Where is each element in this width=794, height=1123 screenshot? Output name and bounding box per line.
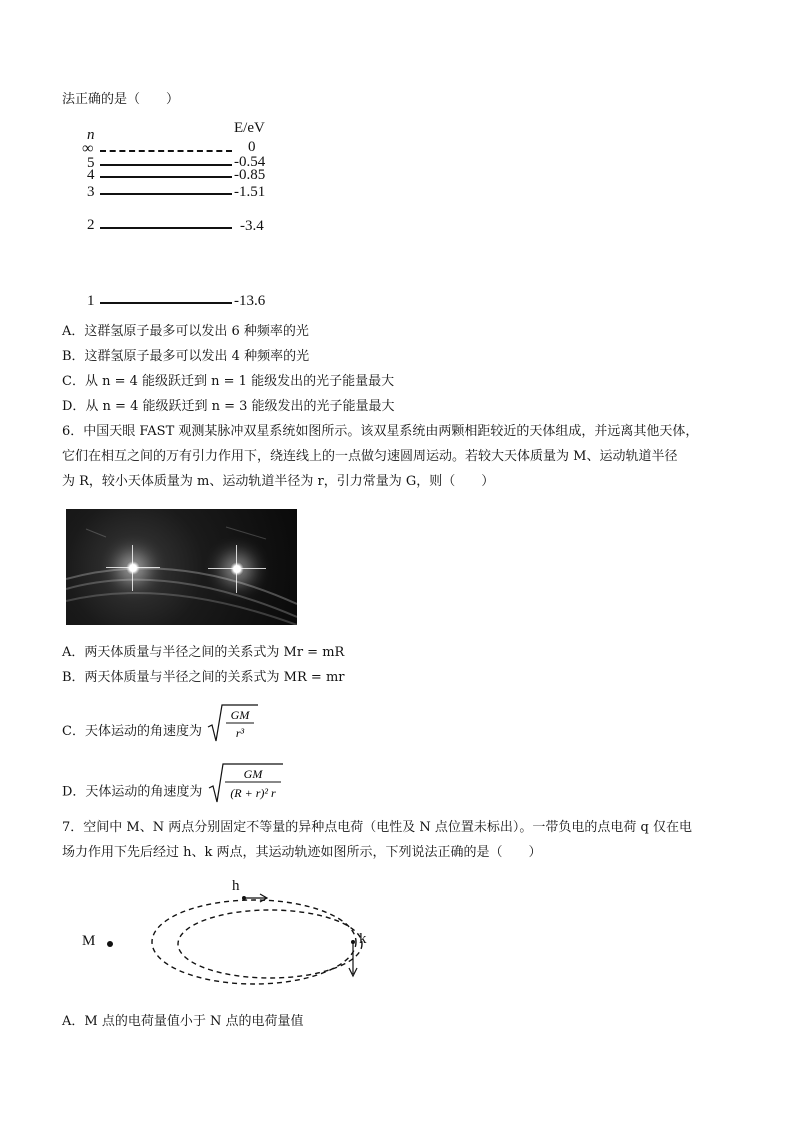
- sqrt-icon: [206, 703, 258, 743]
- q7-stem-line2: 场力作用下先后经过 h、k 两点，其运动轨迹如图所示，下列说法正确的是（ ）: [62, 845, 542, 860]
- q6-option-c-den: r³: [235, 726, 245, 740]
- level-line-3: [100, 193, 232, 195]
- q5-stem-tail: 法正确的是（ ）: [62, 92, 180, 107]
- q6-stem-line1: 6．中国天眼 FAST 观测某脉冲双星系统如图所示。该双星系统由两颗相距较近的天体组成，并远离其他天体，: [62, 424, 699, 439]
- q6-option-c-prefix: C．天体运动的角速度为: [62, 724, 202, 739]
- sqrt-icon: [207, 762, 283, 804]
- point-k-label: k: [359, 931, 367, 947]
- level-n-2: 2: [87, 217, 95, 233]
- q5-option-d: D．从 n = 4 能级跃迁到 n = 3 能级发出的光子能量最大: [62, 399, 395, 414]
- level-n-5: 5: [87, 155, 95, 171]
- trajectory-diagram: [70, 870, 390, 1000]
- q6-option-b: B．两天体质量与半径之间的关系式为 MR = mr: [62, 670, 345, 685]
- q7-stem-line1: 7．空间中 M、N 两点分别固定不等量的异种点电荷（电性及 N 点位置未标出）。一带负电的点电荷 q 仅在电: [62, 820, 692, 835]
- q5-option-c: C．从 n = 4 能级跃迁到 n = 1 能级发出的光子能量最大: [62, 374, 395, 389]
- q5-option-b: B．这群氢原子最多可以发出 4 种频率的光: [62, 349, 310, 364]
- level-e-2: -3.4: [240, 218, 264, 234]
- level-line-inf: [100, 150, 232, 152]
- star-left-ray-h: [106, 567, 160, 568]
- n-axis-header: n: [87, 127, 95, 143]
- star-right-ray-v: [236, 545, 237, 593]
- level-n-4: 4: [87, 167, 95, 183]
- star-streaks: [66, 509, 297, 625]
- point-h-label: h: [232, 878, 240, 894]
- point-m-label: M: [82, 933, 96, 949]
- level-e-1: -13.6: [234, 293, 266, 309]
- level-e-3: -1.51: [234, 184, 266, 200]
- q6-option-d-prefix: D．天体运动的角速度为: [62, 784, 203, 800]
- q5-option-a: A．这群氢原子最多可以发出 6 种频率的光: [62, 324, 309, 339]
- level-line-1: [100, 302, 232, 304]
- sqrt-symbol: [206, 703, 258, 760]
- q6-option-c: [62, 703, 258, 760]
- star-left: [126, 561, 140, 575]
- level-line-5: [100, 164, 232, 166]
- e-axis-header: E/eV: [234, 120, 265, 136]
- level-e-5: -0.54: [234, 154, 266, 170]
- sqrt-symbol: [207, 762, 283, 822]
- level-line-4: [100, 176, 232, 178]
- level-n-inf: ∞: [82, 140, 94, 157]
- q6-option-a: A．两天体质量与半径之间的关系式为 Mr = mR: [62, 645, 345, 660]
- q6-option-c-num: GM: [230, 708, 250, 722]
- binary-star-photo: [66, 509, 297, 625]
- q6-option-d: [62, 762, 283, 822]
- star-left-ray-v: [132, 545, 133, 591]
- q6-option-d-den: (R + r)² r: [229, 786, 276, 800]
- level-n-1: 1: [87, 293, 95, 309]
- trajectory-svg: [70, 870, 390, 1000]
- star-right: [230, 562, 244, 576]
- q6-stem-line3: 为 R，较小天体质量为 m、运动轨道半径为 r，引力常量为 G，则（ ）: [62, 474, 495, 489]
- star-right-ray-h: [208, 568, 266, 569]
- q6-option-d-num: GM: [243, 767, 262, 781]
- level-e-inf: 0: [248, 139, 256, 155]
- level-n-3: 3: [87, 184, 95, 200]
- q7-option-a: A．M 点的电荷量值小于 N 点的电荷量值: [62, 1014, 304, 1029]
- q6-stem-line2: 它们在相互之间的万有引力作用下，绕连线上的一点做匀速圆周运动。若较大天体质量为 M、运动轨道半径: [62, 449, 678, 464]
- level-line-2: [100, 227, 232, 229]
- level-e-4: -0.85: [234, 167, 266, 183]
